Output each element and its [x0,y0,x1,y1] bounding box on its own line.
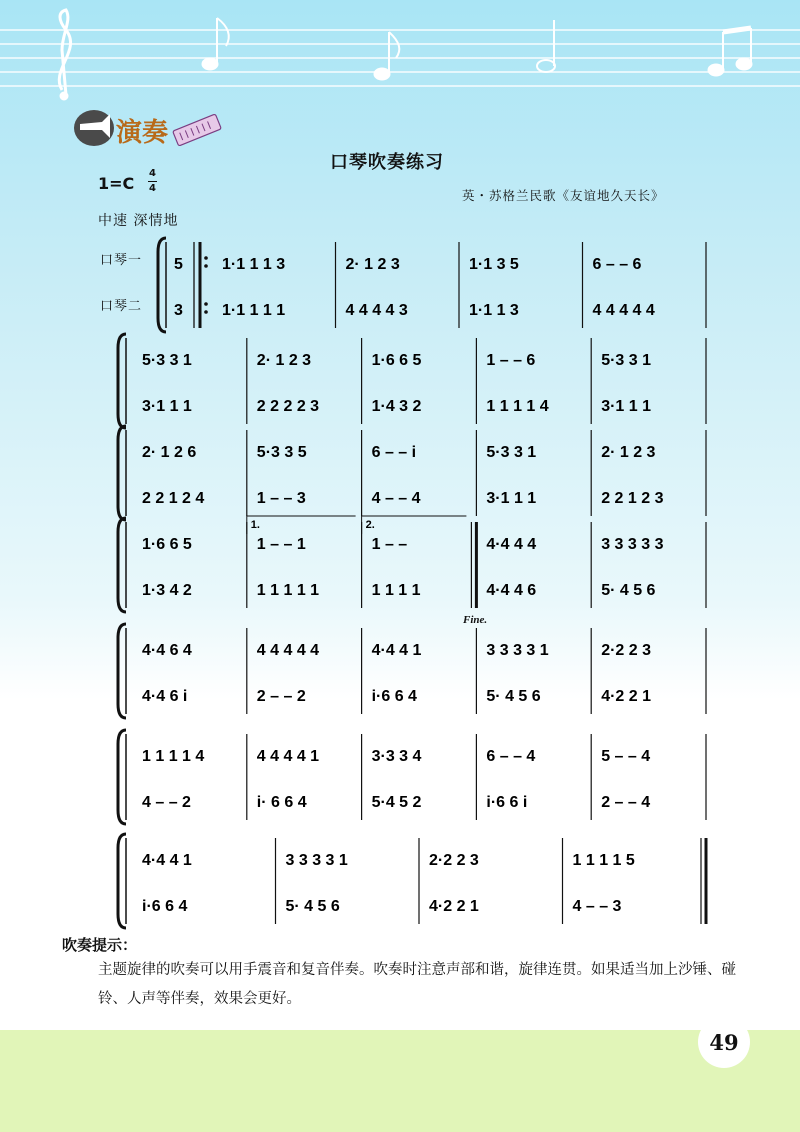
repeat-dot [204,302,208,306]
measure-notes: 2 – – 2 [256,688,306,705]
tips-title: 吹奏提示： [62,936,138,954]
measure-notes: 1 – – 6 [486,352,536,369]
measure-notes: 1 – – 1 [256,536,306,553]
measure-notes: 5· 4 5 6 [601,582,656,599]
fine-marking: Fine. [463,614,488,626]
measure-notes: 2·2 2 3 [601,642,652,659]
measure-notes: 1·1 1 1 1 [222,302,286,319]
measure-notes: 6 – – i [371,444,417,461]
measure-notes: 1 1 1 1 [371,582,421,599]
measure-notes: 1 – – 3 [256,490,306,507]
measure-notes: 5· 4 5 6 [285,898,340,915]
measure-notes: 3·3 3 4 [371,748,422,765]
measure-notes: 4 – – 3 [572,898,622,915]
measure-notes: 1·6 6 5 [142,536,192,553]
measure-notes: 5 – – 4 [601,748,651,765]
repeat-dot [204,310,208,314]
measure-notes: 5·3 3 5 [256,444,307,461]
measure-notes: 1 – – [371,536,408,553]
treble-clef-icon [59,10,70,95]
measure-notes: 3 3 3 3 3 [601,536,664,553]
part-label-harmonica-two: 口琴二 [100,299,143,314]
measure-notes: 2· 1 2 3 [345,256,400,273]
key-signature: 1=C [98,174,135,193]
measure-notes: 3·1 1 1 [486,490,537,507]
system-bracket [118,730,126,824]
measure-notes: 4·4 6 i [142,688,188,705]
measure-notes: 3·1 1 1 [142,398,192,415]
page-number-badge [698,1016,750,1068]
measure-notes: 2· 1 2 6 [142,444,197,461]
measure-notes: 2 – – 4 [601,794,651,811]
tips-body: 主题旋律的吹奏可以用手震音和复音伴奏。吹奏时注意声部和谐，旋律连贯。如果适当加上沙锤、碰铃、人声等伴奏，效果会更好。 [98,962,736,1007]
measure-notes: 1·4 3 2 [371,398,422,415]
measure-notes: 4·4 4 6 [486,582,537,599]
measure-notes: i·6 6 i [486,794,528,811]
measure-notes: 4 – – 4 [371,490,421,507]
measure-notes: 1·6 6 5 [371,352,422,369]
measure-notes: 4·4 4 1 [142,852,192,869]
measure-notes: i· 6 6 4 [256,794,307,811]
pickup-note: 5 [174,256,183,273]
time-signature-bottom: 4 [149,183,156,194]
measure-notes: 3 3 3 3 1 [486,642,549,659]
measure-notes: 4·4 4 4 [486,536,537,553]
system-bracket [158,238,166,332]
system-bracket [118,834,126,928]
measure-notes: 2·2 2 3 [429,852,479,869]
measure-notes: i·6 6 4 [142,898,188,915]
time-signature-top: 4 [149,168,156,179]
measure-notes: 3·1 1 1 [601,398,652,415]
system-bracket [118,624,126,718]
measure-notes: 1·1 1 1 3 [222,256,286,273]
measure-notes: 4 4 4 4 4 [256,642,320,659]
measure-notes: 5·3 3 1 [486,444,537,461]
measure-notes: 2· 1 2 3 [601,444,656,461]
measure-notes: 4·2 2 1 [429,898,479,915]
measure-notes: 4·4 6 4 [142,642,192,659]
system-bracket [118,334,126,428]
measure-notes: 1·1 1 3 [469,302,519,319]
part-label-harmonica-one: 口琴一 [100,253,143,268]
measure-notes: 4 4 4 4 1 [256,748,320,765]
measure-notes: 5·3 3 1 [142,352,192,369]
song-source: 英・苏格兰民歌《友谊地久天长》 [462,188,665,203]
decorative-music-staff [0,0,800,120]
measure-notes: 1 1 1 1 1 [256,582,320,599]
measure-notes: i·6 6 4 [371,688,417,705]
measure-notes: 3 3 3 3 1 [285,852,348,869]
repeat-dot [204,264,208,268]
measure-notes: 1 1 1 1 4 [142,748,205,765]
repeat-dot [204,256,208,260]
volta-label-2: 2. [365,519,375,531]
section-label: 演奏 [116,118,169,148]
volta-label-1: 1. [250,519,260,531]
time-signature [148,168,157,195]
measure-notes: 6 – – 6 [592,256,642,273]
measure-notes: 2 2 2 2 3 [256,398,320,415]
volta-bracket-1 [247,516,356,534]
tempo-marking: 中速 深情地 [98,213,179,229]
measure-notes: 1 1 1 1 4 [486,398,549,415]
measure-notes: 2 2 1 2 3 [601,490,664,507]
measure-notes: 5·3 3 1 [601,352,652,369]
measure-notes: 4·4 4 1 [371,642,422,659]
measure-notes: 1 1 1 1 5 [572,852,635,869]
harmonica-icon [173,114,222,146]
measure-notes: 4 4 4 4 3 [345,302,408,319]
system-bracket [118,426,126,520]
measure-notes: 1·3 4 2 [142,582,192,599]
volta-bracket-2 [362,516,467,534]
measure-notes: 4·2 2 1 [601,688,652,705]
measure-notes: 6 – – 4 [486,748,536,765]
measure-notes: 2· 1 2 3 [256,352,312,369]
measure-notes: 5·4 5 2 [371,794,422,811]
page-number: 49 [709,1029,739,1055]
system-bracket [118,518,126,612]
piece-title: 口琴吹奏练习 [330,152,444,173]
measure-notes: 2 2 1 2 4 [142,490,205,507]
measure-notes: 4 4 4 4 4 [592,302,655,319]
measure-notes: 5· 4 5 6 [486,688,541,705]
measure-notes: 4 – – 2 [142,794,191,811]
pickup-note: 3 [174,302,183,319]
measure-notes: 1·1 3 5 [469,256,519,273]
